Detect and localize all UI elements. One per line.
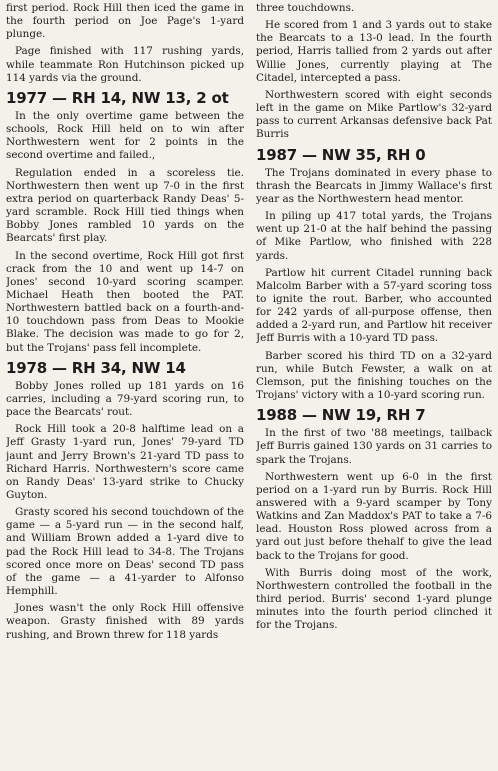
article-paragraph: Page finished with 117 rushing yards, while teammate Ron Hutchinson picked up 114 yards via the ground. xyxy=(6,45,244,84)
article-paragraph: Barber scored his third TD on a 32-yard run, while Butch Fewster, a walk on at Clemson, put the finishing touches on the Trojans' victory with a 10-yard scoring run. xyxy=(256,349,492,402)
article-paragraph: In the only overtime game between the schools, Rock Hill held on to win after Northwestern went for 2 points in the second overtime and failed., xyxy=(6,109,244,162)
article-paragraph: three touchdowns. xyxy=(256,2,355,14)
section-heading-1978: 1978 — RH 34, NW 14 xyxy=(6,358,186,377)
article-paragraph: Jones wasn't the only Rock Hill offensive weapon. Grasty finished with 89 yards rushing, and Brown threw for 118 yards xyxy=(6,602,244,641)
article-paragraph: Bobby Jones rolled up 181 yards on 16 carries, including a 79-yard scoring run, to pace the Bearcats' rout. xyxy=(6,379,244,419)
article-paragraph: first period. Rock Hill then iced the game in the fourth period on Joe Page's 1-yard plunge. xyxy=(6,2,244,41)
article-paragraph: Partlow hit current Citadel running back Malcolm Barber with a 57-yard scoring toss to ignite the rout. Barber, who accounted for 242 yards of all-purpose offense, then added a 2-yard run, and Partlow hit receiver Jeff Burris with a 10-yard TD pass. xyxy=(256,266,492,345)
article-paragraph: Regulation ended in a scoreless tie. Northwestern then went up 7-0 in the first extra period on quarterback Randy Deas' 5-yard scramble. Rock Hill tied things when Bobby Jones rambled 10 yards on the Bearcats' first play. xyxy=(6,166,244,245)
article-paragraph: Northwestern went up 6-0 in the first period on a 1-yard run by Burris. Rock Hill answered with a 9-yard scamper by Tony Watkins and Zan Maddox's PAT to take a 7-6 lead. Houston Ross plowed across from a yard out just before thehalf to give the lead back to the Trojans for good. xyxy=(256,470,492,562)
left-column xyxy=(6,2,244,771)
section-heading-1987: 1987 — NW 35, RH 0 xyxy=(256,145,426,164)
article-paragraph: In piling up 417 total yards, the Trojans went up 21-0 at the half behind the passing of Mike Partlow, who finished with 228 yards. xyxy=(256,210,492,262)
section-heading-1977: 1977 — RH 14, NW 13, 2 ot xyxy=(6,88,229,107)
article-paragraph: In the second overtime, Rock Hill got first crack from the 10 and went up 14-7 on Jones' second 10-yard scoring scamper. Michael Heath then booted the PAT. Northwestern battled back on a fourth-and-10 touchdown pass from Deas to Mookie Blake. The decision was made to go for 2, but the Trojans' pass fell incomplete. xyxy=(6,249,244,354)
article-paragraph: He scored from 1 and 3 yards out to stake the Bearcats to a 13-0 lead. In the fourth period, Harris tallied from 2 yards out after Willie Jones, currently playing at The Citadel, intercepted a pass. xyxy=(256,19,492,84)
section-heading-1988: 1988 — NW 19, RH 7 xyxy=(256,406,426,425)
article-paragraph: In the first of two '88 meetings, tailback Jeff Burris gained 130 yards on 31 carries to spark the Trojans. xyxy=(256,427,492,466)
right-column xyxy=(256,2,492,771)
article-paragraph: Grasty scored his second touchdown of the game — a 5-yard run — in the second half, and William Brown added a 1-yard dive to pad the Rock Hill lead to 34-8. The Trojans scored once more on Deas' second TD pass of the game — a 41-yarder to Alfonso Hemphill. xyxy=(6,506,244,598)
article-paragraph: The Trojans dominated in every phase to thrash the Bearcats in Jimmy Wallace's first year as the Northwestern head mentor. xyxy=(256,166,492,205)
article-paragraph: Rock Hill took a 20-8 halftime lead on a Jeff Grasty 1-yard run, Jones' 79-yard TD jaunt and Jerry Brown's 21-yard TD pass to Richard Harris. Northwestern's score came on Randy Deas' 13-yard strike to Chucky Guyton. xyxy=(6,423,244,501)
article-paragraph: With Burris doing most of the work, Northwestern controlled the football in the third period. Burris' second 1-yard plunge minutes into the fourth period clinched it for the Trojans. xyxy=(256,566,492,632)
article-paragraph: Northwestern scored with eight seconds left in the game on Mike Partlow's 32-yard pass to current Arkansas defensive back Pat Burris xyxy=(256,88,492,141)
